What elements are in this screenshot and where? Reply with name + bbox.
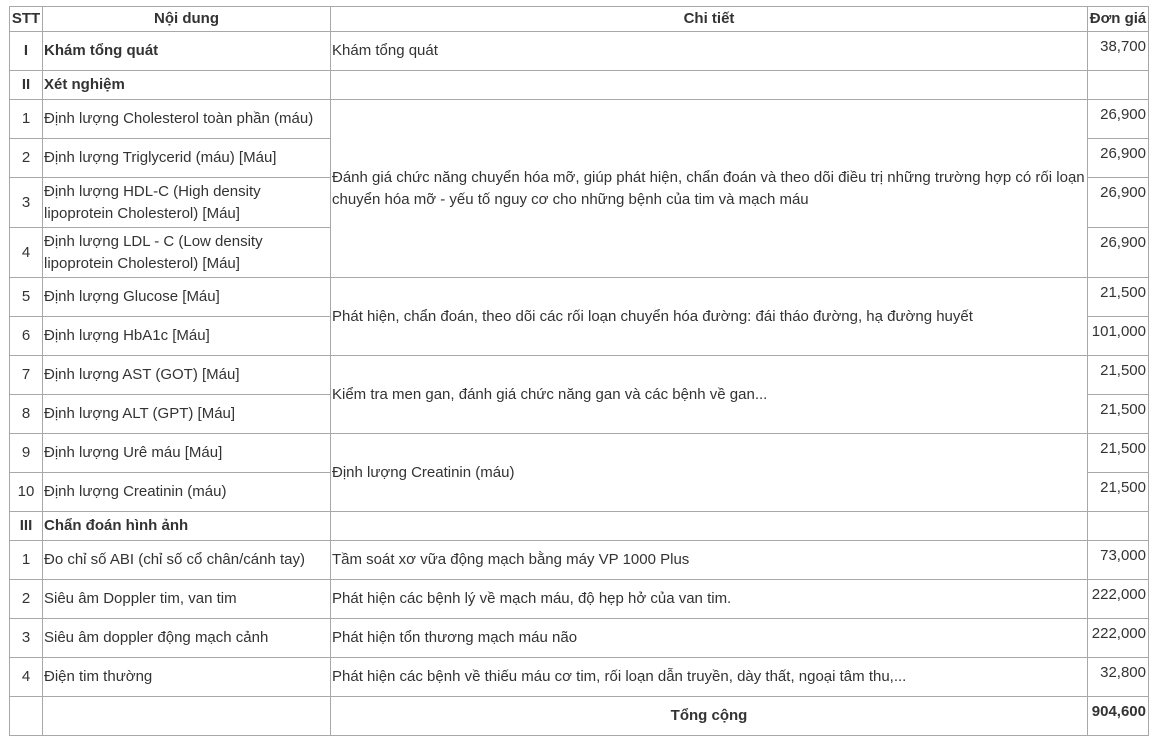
section-row-imaging [10,512,1149,541]
stt-cell: 1 [10,541,43,580]
header-content: Nội dung [43,7,331,32]
total-value: 904,600 [1088,697,1149,736]
stt-cell: 4 [10,658,43,697]
price-cell: 38,700 [1088,32,1149,71]
price-cell: 21,500 [1088,434,1149,473]
section-row-lab [10,71,1149,100]
price-cell: 222,000 [1088,580,1149,619]
detail-cell: Khám tổng quát [331,32,1088,71]
price-cell: 32,800 [1088,658,1149,697]
item-name: Định lượng Triglycerid (máu) [Máu] [43,139,331,178]
detail-cell [331,71,1088,100]
detail-kidney: Định lượng Creatinin (máu) [331,434,1088,512]
header-row [10,7,1149,32]
price-cell: 26,900 [1088,139,1149,178]
price-cell: 21,500 [1088,473,1149,512]
item-name: Định lượng HDL-C (High density lipoprotein Cholesterol) [Máu] [43,178,331,228]
price-cell: 222,000 [1088,619,1149,658]
detail-cell: Phát hiện các bệnh về thiếu máu cơ tim, rối loạn dẫn truyền, dày thất, ngoại tâm thu,... [331,658,1088,697]
stt-cell: 9 [10,434,43,473]
item-name: Định lượng Creatinin (máu) [43,473,331,512]
table-row [10,434,1149,473]
detail-glucose: Phát hiện, chẩn đoán, theo dõi các rối loạn chuyển hóa đường: đái tháo đường, hạ đường huyết [331,278,1088,356]
price-cell: 21,500 [1088,395,1149,434]
stt-cell: 3 [10,178,43,228]
stt-cell: II [10,71,43,100]
table-row [10,356,1149,395]
item-name: Định lượng AST (GOT) [Máu] [43,356,331,395]
table-row [10,541,1149,580]
section-title: Chẩn đoán hình ảnh [43,512,331,541]
detail-cell [331,512,1088,541]
header-stt: STT [10,7,43,32]
price-cell: 101,000 [1088,317,1149,356]
price-table [9,6,1149,736]
detail-cell: Phát hiện tổn thương mạch máu não [331,619,1088,658]
price-cell: 21,500 [1088,278,1149,317]
stt-cell: I [10,32,43,71]
item-name: Đo chỉ số ABI (chỉ số cổ chân/cánh tay) [43,541,331,580]
price-cell: 21,500 [1088,356,1149,395]
stt-cell: 2 [10,580,43,619]
item-name: Định lượng HbA1c [Máu] [43,317,331,356]
stt-cell: 8 [10,395,43,434]
stt-cell: 7 [10,356,43,395]
stt-cell: 1 [10,100,43,139]
section-title: Khám tổng quát [43,32,331,71]
detail-cell: Phát hiện các bệnh lý về mạch máu, độ hẹp hở của van tim. [331,580,1088,619]
price-cell [1088,71,1149,100]
stt-cell: 2 [10,139,43,178]
stt-cell: 10 [10,473,43,512]
stt-cell: III [10,512,43,541]
total-label: Tổng cộng [331,697,1088,736]
table-row [10,658,1149,697]
stt-cell: 4 [10,228,43,278]
section-row-general [10,32,1149,71]
price-cell [1088,512,1149,541]
detail-liver: Kiểm tra men gan, đánh giá chức năng gan và các bệnh về gan... [331,356,1088,434]
stt-cell: 6 [10,317,43,356]
item-name: Điện tim thường [43,658,331,697]
item-name: Siêu âm Doppler tim, van tim [43,580,331,619]
table-row [10,100,1149,139]
table-row [10,580,1149,619]
item-name: Định lượng ALT (GPT) [Máu] [43,395,331,434]
item-name: Định lượng Urê máu [Máu] [43,434,331,473]
detail-cell: Tầm soát xơ vữa động mạch bằng máy VP 1000 Plus [331,541,1088,580]
item-name: Định lượng Cholesterol toàn phần (máu) [43,100,331,139]
stt-cell: 3 [10,619,43,658]
table-row [10,619,1149,658]
item-name: Siêu âm doppler động mạch cảnh [43,619,331,658]
price-cell: 26,900 [1088,100,1149,139]
total-row [10,697,1149,736]
price-cell: 26,900 [1088,178,1149,228]
item-name [43,697,331,736]
section-title: Xét nghiệm [43,71,331,100]
table-row [10,278,1149,317]
stt-cell [10,697,43,736]
header-detail: Chi tiết [331,7,1088,32]
item-name: Định lượng LDL - C (Low density lipoprotein Cholesterol) [Máu] [43,228,331,278]
price-cell: 73,000 [1088,541,1149,580]
item-name: Định lượng Glucose [Máu] [43,278,331,317]
detail-lipid: Đánh giá chức năng chuyển hóa mỡ, giúp phát hiện, chẩn đoán và theo dõi điều trị những trường hợp có rối loạn chuyển hóa mỡ - yếu tố nguy cơ cho những bệnh của tim và mạch máu [331,100,1088,278]
price-cell: 26,900 [1088,228,1149,278]
stt-cell: 5 [10,278,43,317]
header-price: Đơn giá [1088,7,1149,32]
